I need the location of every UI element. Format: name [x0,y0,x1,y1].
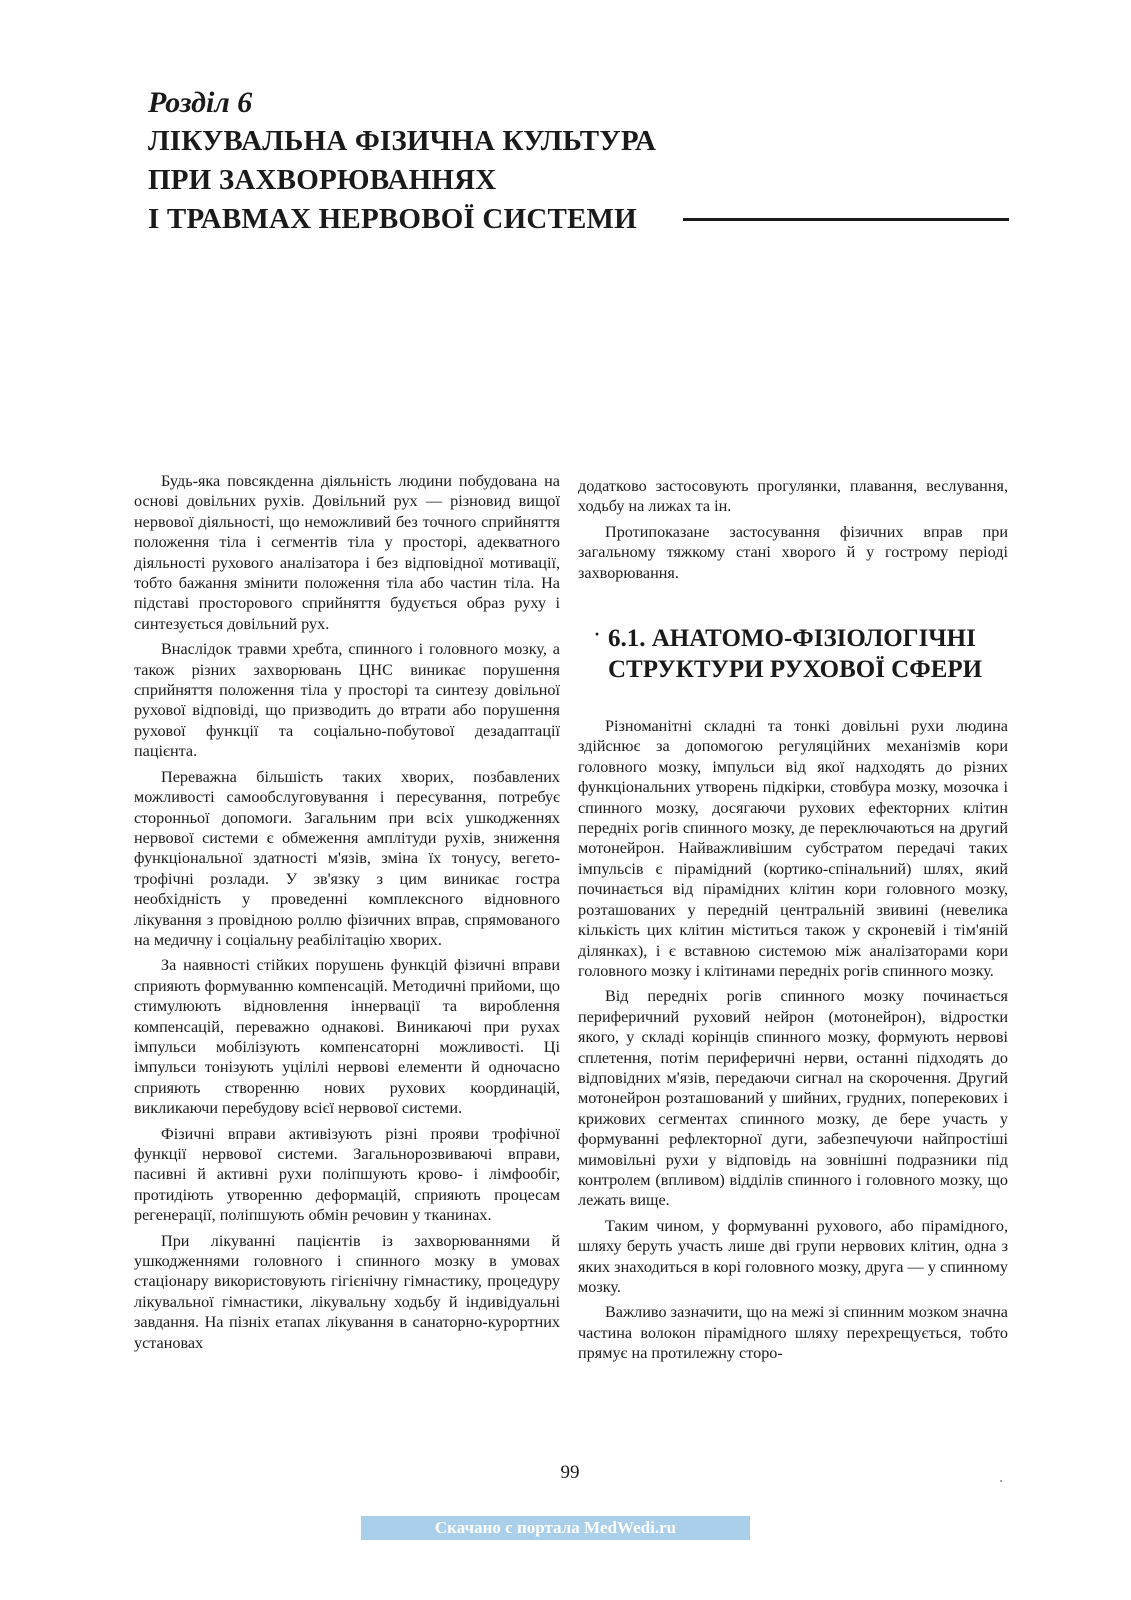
chapter-title-line: ПРИ ЗАХВОРЮВАННЯХ [148,164,497,196]
body-paragraph: додатково застосовують прогулянки, плавання, веслування, ходьбу на лижах та ін. [578,477,1008,516]
right-column [578,476,1008,1369]
body-paragraph: Будь-яка повсякденна діяльність людини побудована на основі довільних рухів. Довільний рух — різновид вищої нервової діяльності, що неможливий без точного сприйняття положення тіла і сегментів тіла у просторі, адекватного діяльності рухового аналізатора і без відповідної мотивації, тобто бажання змінити положення тіла або частин тіла. На підставі просторового сприйняття будується образ руху і синтезується довільний рух. [134,472,560,633]
body-paragraph: Внаслідок травми хребта, спинного і головного мозку, а також різних захворювань ЦНС виникає порушення сприйняття положення тіла у просторі та синтезу довільної рухової відповіді, що призводить до втрати або порушення рухової функції та соціально-побутової дезадаптації пацієнта. [134,640,560,761]
body-paragraph: За наявності стійких порушень функцій фізичні вправи сприяють формуванню компенсацій. Методичні прийоми, що стимулюють відновлення іннервації та вироблення компенсацій, переважно однакові. Виникаючі при рухах імпульси мобілізують компенсаторні можливості. Ці імпульси тонізують уцілілі нервові елементи й одночасно сприяють створенню нових рухових координацій, викликаючи перебудову всієї нервової системи. [134,956,560,1118]
section-heading [578,623,1008,685]
body-paragraph: Різноманітні складні та тонкі довільні рухи людина здійснює за допомогою регуляційних механізмів кори головного мозку, імпульси від якої надходять до різних функціональних утворень підкірки, стовбура мозку, мозочка і спинного мозку, досягаючи рухових ефекторних клітин передніх рогів спинного мозку, де переключаються на другий мотонейрон. Найважливішим субстратом передачі таких імпульсів є пірамідний (кортико-спінальний) шлях, який починається від пірамідних клітин кори головного мозку, розташованих у передній центральній звивині (невелика кількість цих клітин міститься також у скроневій і тім'яній ділянках), і є вставною системою між аналізаторами кори головного мозку і клітинами передніх рогів спинного мозку. [578,717,1008,980]
title-rule [683,218,1009,221]
watermark-banner[interactable]: Скачано с портала MedWedi.ru [361,1516,750,1540]
body-paragraph: Від передніх рогів спинного мозку починається периферичний руховий нейрон (мотонейрон), відростки якого, у складі корінців спинного мозку, формують нервові сплетення, потім периферичні нерви, останні підходять до відповідних м'язів, передаючи сигнал на скорочення. Другий мотонейрон розташований у шийних, грудних, поперекових і крижових сегментах спинного мозку, де бере участь у формуванні рефлекторної дуги, забезпечуючи найпростіші мимовільні рухи у відповідь на зовнішні подразники під контролем (впливом) відділів спинного і головного мозку, що лежать вище. [578,987,1008,1210]
scan-speck [1000,1480,1002,1482]
left-column [134,471,560,1358]
body-paragraph: Переважна більшість таких хворих, позбавлених можливості самообслуговування і пересування, потребує сторонньої допомоги. Загальним при всіх ушкодженнях нервової системи є обмеження амплітуди рухів, зниження функціональної здатності м'язів, зміна їх тонусу, вегето-трофічні розлади. У зв'язку з цим виникає гостра необхідність у проведенні комплексного відновного лікування з провідною роллю фізичних вправ, спрямованого на медичну і соціальну реабілітацію хворих. [134,767,560,949]
chapter-label: Розділ 6 [148,86,253,119]
section-heading-line: 6.1. АНАТОМО-ФІЗІОЛОГІЧНІ [608,625,976,653]
chapter-title-line: ЛІКУВАЛЬНА ФІЗИЧНА КУЛЬТУРА [148,125,657,157]
body-paragraph: Фізичні вправи активізують різні прояви трофічної функції нервової системи. Загальнорозвиваючі вправи, пасивні й активні рухи поліпшують крово- і лімфообіг, протидіють утворенню деформацій, сприяють процесам регенерації, поліпшують обмін речовин у тканинах. [134,1124,560,1225]
body-paragraph: Важливо зазначити, що на межі зі спинним мозком значна частина волокон пірамідного шляху перехрещується, тобто прямує на протилежну сторо- [578,1303,1008,1363]
chapter-title [148,122,1008,239]
section-heading-line: СТРУКТУРИ РУХОВОЇ СФЕРИ [608,656,983,684]
body-paragraph: При лікуванні пацієнтів із захворюваннями й ушкодженнями головного і спинного мозку в умовах стаціонару використовують гігієнічну гімнастику, процедуру лікувальної гімнастики, лікувальну ходьбу й індивідуальні завдання. На пізніх етапах лікування в санаторно-курортних установах [134,1231,560,1352]
chapter-title-line: І ТРАВМАХ НЕРВОВОЇ СИСТЕМИ [148,203,637,235]
section-bullet: · [594,624,601,645]
body-paragraph: Таким чином, у формуванні рухового, або пірамідного, шляху беруть участь лише дві групи нервових клітин, одна з яких знаходиться в корі головного мозку, друга — у спинному мозку. [578,1216,1008,1296]
body-paragraph: Протипоказане застосування фізичних вправ при загальному тяжкому стані хворого й у гострому періоді захворювання. [578,522,1008,582]
page-number: 99 [560,1462,580,1483]
